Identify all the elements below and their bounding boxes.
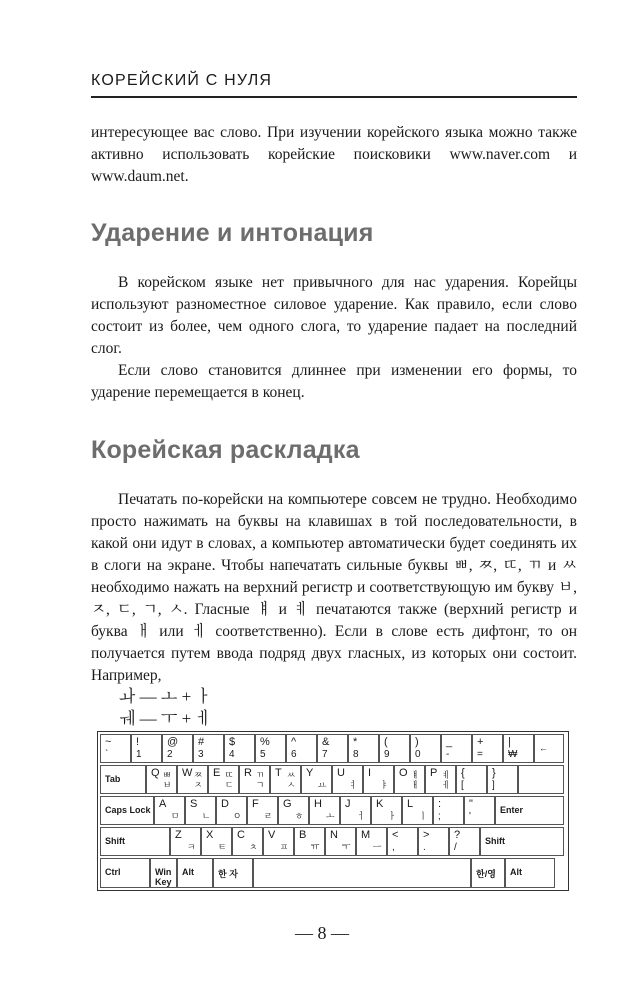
key-korean: ㅂ <box>162 780 172 790</box>
key-latin: F <box>252 798 259 810</box>
shift-label: Shift <box>485 836 505 846</box>
key <box>371 796 402 825</box>
paragraph-continuation: интересующее вас слово. При изучении корейского языка можно также активно использовать корейские поисковики www.naver.com и www.daum.net. <box>91 124 577 185</box>
key-latin: } <box>492 767 496 779</box>
key-latin: N <box>330 829 338 841</box>
key <box>154 796 185 825</box>
key-latin: > <box>423 829 430 841</box>
key <box>387 827 418 856</box>
left-shift-key <box>100 827 170 856</box>
key-latin: V <box>268 829 276 841</box>
key <box>487 765 518 794</box>
key <box>224 734 255 763</box>
key <box>379 734 410 763</box>
paragraph-top <box>91 122 577 188</box>
key-korean: ㄴ <box>201 811 211 821</box>
key-lower: / <box>454 842 457 853</box>
key-latin: K <box>376 798 384 810</box>
key-lower: 9 <box>384 749 390 760</box>
key-latin: " <box>469 798 473 810</box>
key <box>449 827 480 856</box>
key-korean: ㅐ <box>410 780 420 790</box>
key-korean: ㅕ <box>348 780 358 790</box>
key <box>247 796 278 825</box>
key-latin: T <box>275 767 282 779</box>
key-korean-shift: ㅆ <box>286 770 296 780</box>
key <box>456 765 487 794</box>
key-korean: ㅑ <box>379 780 389 790</box>
key-latin: { <box>461 767 465 779</box>
key-korean: ㅇ <box>232 811 242 821</box>
spacebar <box>253 858 471 888</box>
key <box>232 827 263 856</box>
key <box>286 734 317 763</box>
key-latin: J <box>345 798 351 810</box>
hanja-key-label: 한 자 <box>218 869 238 879</box>
key-latin: I <box>368 767 372 779</box>
caps-lock-key <box>100 796 154 825</box>
key-upper: & <box>322 736 330 748</box>
diphthong-example-1: ㅘ — ㅗ + ㅏ <box>119 687 212 706</box>
key-latin: Z <box>175 829 182 841</box>
key-latin: R <box>244 767 252 779</box>
key-upper: % <box>260 736 270 748</box>
key-upper: ! <box>136 736 140 748</box>
key <box>317 734 348 763</box>
key-upper: ^ <box>291 736 297 748</box>
hangul-key-label: 한/영 <box>476 869 496 879</box>
key <box>185 796 216 825</box>
key-korean-shift: ㅉ <box>193 770 203 780</box>
key-korean: ㅣ <box>418 811 428 821</box>
key <box>239 765 270 794</box>
key-latin: E <box>213 767 221 779</box>
key-latin: G <box>283 798 292 810</box>
key-lower: ] <box>492 780 495 791</box>
key <box>503 734 534 763</box>
key <box>472 734 503 763</box>
key-latin: H <box>314 798 322 810</box>
enter-key <box>495 796 564 825</box>
key-upper: ) <box>415 736 419 748</box>
key <box>177 765 208 794</box>
key-lower: 5 <box>260 749 266 760</box>
backspace-key <box>534 734 564 763</box>
tab-key <box>100 765 146 794</box>
key <box>363 765 394 794</box>
key-korean: ㅏ <box>387 811 397 821</box>
key-lower: 0 <box>415 749 421 760</box>
key-latin: M <box>361 829 371 841</box>
key-lower: 8 <box>353 749 359 760</box>
key-korean: ㅜ <box>341 842 351 852</box>
key-lower: . <box>423 842 426 853</box>
key <box>278 796 309 825</box>
key-korean: ㅁ <box>170 811 180 821</box>
key-latin: : <box>438 798 442 810</box>
key-korean-shift: ㄸ <box>224 770 234 780</box>
key <box>146 765 177 794</box>
key-korean: ㅊ <box>248 842 258 852</box>
alt-key-right-label: Alt <box>510 867 522 877</box>
key <box>270 765 301 794</box>
key-lower: 7 <box>322 749 328 760</box>
key-lower: [ <box>461 780 464 791</box>
key-upper: _ <box>446 736 453 748</box>
key-upper: # <box>198 736 205 748</box>
ctrl-key-label: Ctrl <box>105 867 121 877</box>
key-lower: 4 <box>229 749 235 760</box>
backslash-key <box>518 765 564 794</box>
caps-lock-label: Caps Lock <box>105 805 151 815</box>
key-korean: ㅗ <box>325 811 335 821</box>
key <box>410 734 441 763</box>
key-latin: S <box>190 798 198 810</box>
paragraph: В корейском языке нет привычного для нас ударения. Корейцы используют разноместное силовое ударение. Как правило, если слово состоит из более, чем одного слога, то ударение падает на последний слог. <box>91 274 577 357</box>
key-upper: ( <box>384 736 388 748</box>
key <box>170 827 201 856</box>
key <box>433 796 464 825</box>
key <box>216 796 247 825</box>
key <box>201 827 232 856</box>
page-number: — 8 — <box>295 923 349 943</box>
key <box>332 765 363 794</box>
tab-label: Tab <box>105 774 121 784</box>
key-lower: ; <box>438 811 441 822</box>
hanja-key <box>213 858 253 888</box>
key-korean: ㅠ <box>310 842 320 852</box>
key-lower: 2 <box>167 749 173 760</box>
key-lower: , <box>392 842 395 853</box>
diphthong-example-2: ㅞ — ㅜ + ㅔ <box>119 709 212 728</box>
key-korean: ㅓ <box>356 811 366 821</box>
key <box>356 827 387 856</box>
key-korean: ㅅ <box>286 780 296 790</box>
section-stress-body <box>91 272 577 404</box>
enter-label: Enter <box>500 805 524 815</box>
key <box>441 734 472 763</box>
win-key <box>150 858 177 888</box>
key-korean-shift: ㅖ <box>441 770 451 780</box>
key <box>425 765 456 794</box>
key <box>418 827 449 856</box>
key-korean: ㅔ <box>441 780 451 790</box>
key <box>131 734 162 763</box>
key-latin: C <box>237 829 245 841</box>
key <box>162 734 193 763</box>
key-korean: ㅋ <box>186 842 196 852</box>
shift-label: Shift <box>105 836 125 846</box>
backspace-icon: ← <box>539 743 548 753</box>
paragraph: Печатать по-корейски на компьютере совсем не трудно. Необходимо просто нажимать на буквы на клавишах в той последовательности, в какой они идут в словах, а компьютер автоматически будет соединять их в слоги на экране. Чтобы напечатать сильные буквы ㅃ, ㅉ, ㄸ, ㄲ и ㅆ необходимо нажать на верхний регистр и соответствующую им букву ㅂ, ㅈ, ㄷ, ㄱ, ㅅ. Гласные ㅒ и ㅖ печатаются также (верхний регистр и буква ㅐ или ㅔ соответственно). Если в слове есть дифтонг, то он получается путем ввода подряд двух гласных, из которых они состоит. Например, <box>91 491 577 684</box>
key-korean: ㄹ <box>263 811 273 821</box>
key <box>325 827 356 856</box>
key-korean: ㅈ <box>193 780 203 790</box>
key <box>263 827 294 856</box>
key-lower: ` <box>105 749 109 760</box>
key <box>394 765 425 794</box>
key <box>294 827 325 856</box>
key-latin: W <box>182 767 193 779</box>
key <box>464 796 495 825</box>
key-korean-shift: ㅒ <box>410 770 420 780</box>
key <box>301 765 332 794</box>
key <box>255 734 286 763</box>
key-upper: @ <box>167 736 179 748</box>
korean-keyboard-layout <box>97 731 569 891</box>
right-shift-key <box>480 827 564 856</box>
key <box>348 734 379 763</box>
key-lower: 6 <box>291 749 297 760</box>
key <box>309 796 340 825</box>
key-lower: 3 <box>198 749 204 760</box>
alt-key <box>177 858 213 888</box>
key-korean-shift: ㅃ <box>162 770 172 780</box>
key-lower: = <box>477 749 483 760</box>
key-latin: ? <box>454 829 461 841</box>
alt-key-right <box>505 858 555 888</box>
key-upper: + <box>477 736 484 748</box>
key-latin: X <box>206 829 214 841</box>
key-lower: ' <box>469 811 471 822</box>
key-latin: L <box>407 798 414 810</box>
key-upper: $ <box>229 736 236 748</box>
key-latin: P <box>430 767 438 779</box>
key <box>340 796 371 825</box>
key-korean: ㅡ <box>372 842 382 852</box>
key <box>208 765 239 794</box>
key-lower: 1 <box>136 749 142 760</box>
paragraph: Если слово становится длиннее при изменении его формы, то ударение перемещается в конец. <box>91 362 577 401</box>
key-latin: Q <box>151 767 160 779</box>
key-korean: ㅎ <box>294 811 304 821</box>
key-korean-shift: ㄲ <box>255 770 265 780</box>
hangul-key <box>471 858 505 888</box>
key-upper: ~ <box>105 736 112 748</box>
key <box>100 734 131 763</box>
key-korean: ㅍ <box>279 842 289 852</box>
key-upper: | <box>508 736 511 748</box>
section-heading-stress: Ударение и интонация <box>91 219 374 247</box>
key-latin: A <box>159 798 167 810</box>
ctrl-key <box>100 858 150 888</box>
key <box>402 796 433 825</box>
key-lower: - <box>446 749 450 760</box>
key-korean: ㅛ <box>317 780 327 790</box>
key-latin: < <box>392 829 399 841</box>
key-latin: O <box>399 767 408 779</box>
key-latin: D <box>221 798 229 810</box>
key-upper: * <box>353 736 358 748</box>
key-lower: ₩ <box>508 749 518 760</box>
section-heading-layout: Корейская раскладка <box>91 436 360 464</box>
key-korean: ㄷ <box>224 780 234 790</box>
running-head: КОРЕЙСКИЙ С НУЛЯ <box>91 66 577 98</box>
key-korean: ㄱ <box>255 780 265 790</box>
section-layout-body <box>91 489 577 687</box>
key-latin: Y <box>306 767 314 779</box>
key-korean: ㅌ <box>217 842 227 852</box>
alt-key-label: Alt <box>182 867 194 877</box>
key <box>193 734 224 763</box>
key-latin: U <box>337 767 345 779</box>
key-latin: B <box>299 829 307 841</box>
win-key-label: Win Key <box>155 867 172 887</box>
